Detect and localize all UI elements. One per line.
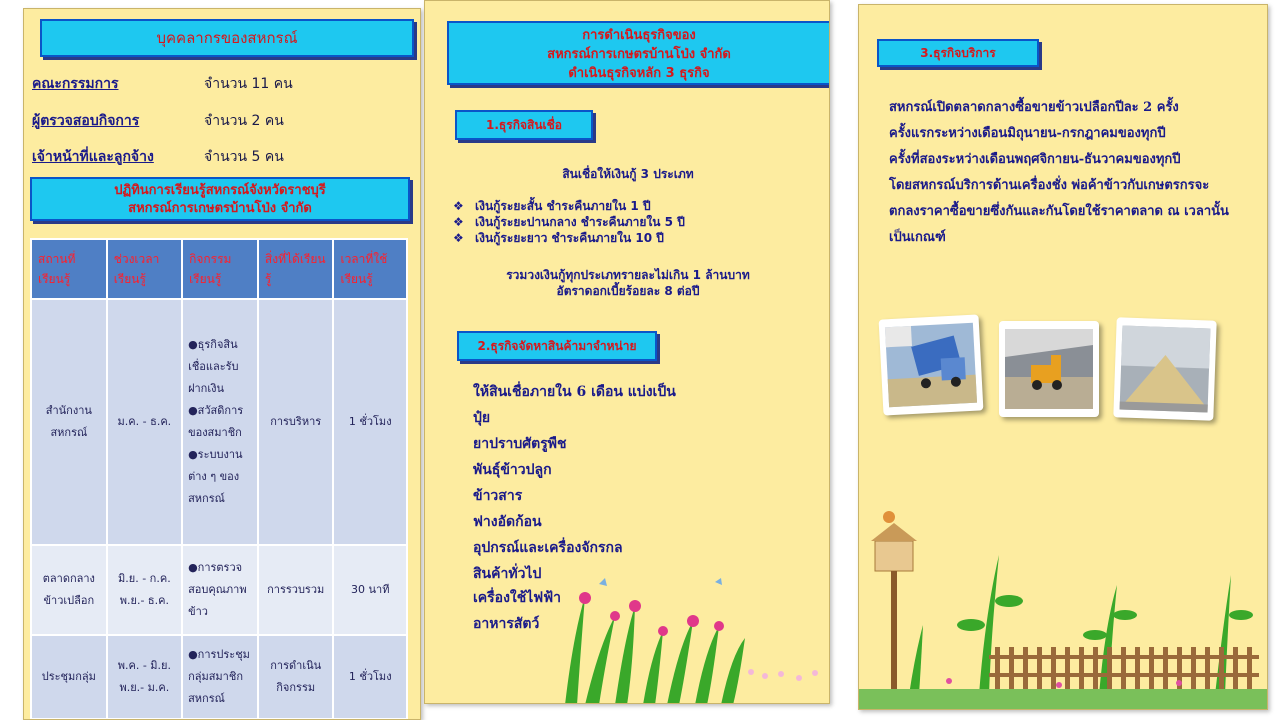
- supply-item: เครื่องใช้ไฟฟ้า: [473, 590, 561, 606]
- supply-item: ฟางอัดก้อน: [473, 514, 542, 530]
- header-activity: กิจกรรมเรียนรู้: [182, 239, 258, 299]
- credit-intro: สินเชื่อให้เงินกู้ 3 ประเภท: [562, 167, 694, 181]
- diamond-bullet-icon: ❖: [453, 215, 464, 229]
- header-duration: เวลาที่ใช้เรียนรู้: [333, 239, 407, 299]
- supply-item: สินค้าทั่วไป: [473, 566, 542, 582]
- table-row: [31, 545, 407, 635]
- cell-learned: การรวบรวม: [258, 545, 334, 635]
- cell-place: ตลาดกลางข้าวเปลือก: [31, 545, 107, 635]
- calendar-title-banner: [30, 177, 410, 221]
- service-business-panel: [858, 4, 1268, 710]
- service-business-tag: [877, 39, 1039, 67]
- diamond-bullet-icon: ❖: [453, 199, 464, 213]
- supply-item: อาหารสัตว์: [473, 616, 540, 632]
- role-label: คณะกรรมการ: [32, 76, 119, 92]
- table-row: [31, 299, 407, 545]
- calendar-title-line2: สหกรณ์การเกษตรบ้านโป่ง จำกัด: [128, 201, 312, 216]
- supply-item: ปุ๋ย: [473, 410, 491, 426]
- business-title-line2: สหกรณ์การเกษตรบ้านโป่ง จำกัด: [547, 47, 731, 62]
- loan-text: เงินกู้ระยะยาว ชำระคืนภายใน 10 ปี: [475, 231, 664, 245]
- service-business-label: 3.ธุรกิจบริการ: [920, 46, 996, 60]
- personnel-calendar-panel: [23, 8, 421, 720]
- role-label: ผู้ตรวจสอบกิจการ: [32, 113, 140, 129]
- cell-period: มิ.ย. - ก.ค. พ.ย.- ธ.ค.: [107, 545, 182, 635]
- personnel-title-banner: [40, 19, 414, 57]
- cell-activity: ●การตรวจสอบคุณภาพข้าว: [182, 545, 258, 635]
- business-title-line3: ดำเนินธุรกิจหลัก 3 ธุรกิจ: [568, 66, 710, 81]
- service-paragraph-line: ครั้งแรกระหว่างเดือนมิถุนายน-กรกฎาคมของทุกปี: [889, 126, 1166, 141]
- service-paragraph-line: ตกลงราคาซื้อขายซึ่งกันและกันโดยใช้ราคาตลาด ณ เวลานั้น: [889, 204, 1229, 219]
- cell-place: ประชุมกลุ่ม: [31, 635, 107, 719]
- service-paragraph-line: ครั้งที่สองระหว่างเดือนพฤศจิกายน-ธันวาคมของทุกปี: [889, 152, 1181, 167]
- supply-item: ข้าวสาร: [473, 488, 523, 504]
- service-paragraph-line: โดยสหกรณ์บริการด้านเครื่องชั่ง พ่อค้าข้าวกับเกษตรกรจะ: [889, 178, 1210, 193]
- interest-rate: อัตราดอกเบี้ยร้อยละ 8 ต่อปี: [556, 284, 700, 298]
- cell-period: ม.ค. - ธ.ค.: [107, 299, 182, 545]
- table-row: [31, 635, 407, 719]
- supply-item: อุปกรณ์และเครื่องจักรกล: [473, 540, 623, 556]
- supply-item: ให้สินเชื่อภายใน 6 เดือน แบ่งเป็น: [473, 384, 676, 400]
- service-paragraph-line: เป็นเกณฑ์: [889, 230, 946, 245]
- credit-limit: รวมวงเงินกู้ทุกประเภทรายละไม่เกิน 1 ล้านบาท: [506, 268, 750, 282]
- business-operations-panel: [424, 0, 830, 704]
- header-period: ช่วงเวลาเรียนรู้: [107, 239, 182, 299]
- service-paragraph-line: สหกรณ์เปิดตลาดกลางซื้อขายข้าวเปลือกปีละ 2 ครั้ง: [889, 100, 1179, 115]
- count-label: จำนวน 5 คน: [204, 149, 284, 165]
- supply-business-tag: [457, 331, 657, 361]
- cell-learned: การบริหาร: [258, 299, 334, 545]
- cell-duration: 30 นาที: [333, 545, 407, 635]
- garden-fence-decoration: [859, 505, 1268, 710]
- table-header-row: [31, 239, 407, 299]
- loan-text: เงินกู้ระยะสั้น ชำระคืนภายใน 1 ปี: [475, 199, 651, 213]
- header-learned: สิ่งที่ได้เรียนรู้: [258, 239, 334, 299]
- cell-activity: ●การประชุมกลุ่มสมาชิกสหกรณ์: [182, 635, 258, 719]
- truck-unloading-photo: [879, 314, 984, 415]
- cell-duration: 1 ชั่วโมง: [333, 635, 407, 719]
- grain-pile-photo: [1113, 317, 1216, 420]
- loan-item: [453, 229, 664, 248]
- supply-item: พันธุ์ข้าวปลูก: [473, 462, 552, 478]
- header-place: สถานที่เรียนรู้: [31, 239, 107, 299]
- calendar-title-line1: ปฏิทินการเรียนรู้สหกรณ์จังหวัดราชบุรี: [114, 183, 326, 198]
- flower-garden-decoration: [555, 576, 830, 704]
- credit-business-label: 1.ธุรกิจสินเชื่อ: [486, 118, 562, 132]
- count-label: จำนวน 2 คน: [204, 113, 284, 129]
- learning-calendar-table: [30, 238, 408, 720]
- supply-business-label: 2.ธุรกิจจัดหาสินค้ามาจำหน่าย: [477, 339, 637, 353]
- cell-activity: ●ธุรกิจสินเชื่อและรับฝากเงิน ●สวัสดิการของสมาชิก ●ระบบงานต่าง ๆ ของสหกรณ์: [182, 299, 258, 545]
- cell-learned: การดำเนินกิจกรรม: [258, 635, 334, 719]
- role-label: เจ้าหน้าที่และลูกจ้าง: [32, 149, 154, 165]
- credit-business-tag: [455, 110, 593, 140]
- cell-place: สำนักงานสหกรณ์: [31, 299, 107, 545]
- cell-duration: 1 ชั่วโมง: [333, 299, 407, 545]
- loan-text: เงินกู้ระยะปานกลาง ชำระคืนภายใน 5 ปี: [475, 215, 685, 229]
- personnel-title: บุคคลากรของสหกรณ์: [156, 29, 298, 47]
- business-title-banner: [447, 21, 830, 85]
- count-label: จำนวน 11 คน: [204, 76, 293, 92]
- cell-period: พ.ค. - มิ.ย. พ.ย.- ม.ค.: [107, 635, 182, 719]
- supply-item: ยาปราบศัตรูพืช: [473, 436, 567, 452]
- business-title-line1: การดำเนินธุรกิจของ: [582, 28, 696, 43]
- diamond-bullet-icon: ❖: [453, 231, 464, 245]
- loader-photo: [999, 321, 1099, 417]
